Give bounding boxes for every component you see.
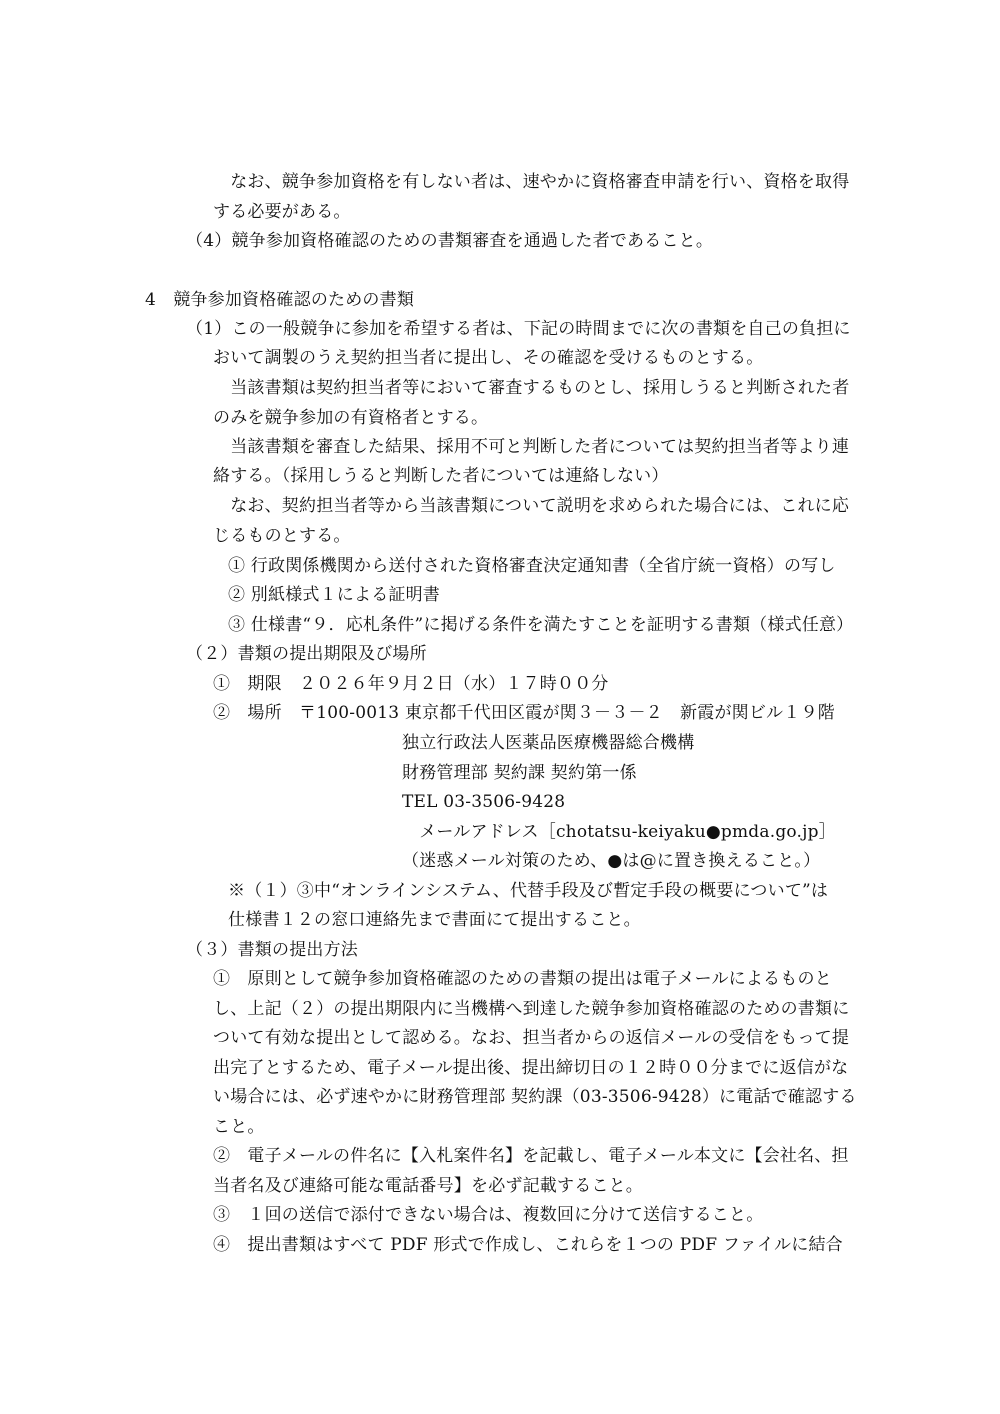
text-line: じるものとする。: [213, 526, 351, 546]
text-line: こと。: [213, 1117, 265, 1137]
text-line: なお、契約担当者等から当該書類について説明を求められた場合には、これに応: [213, 496, 850, 516]
text-line: ついて有効な提出として認める。なお、担当者からの返信メールの受信をもって提: [213, 1028, 850, 1048]
section-heading: 4 競争参加資格確認のための書類: [145, 290, 415, 310]
text-line: なお、競争参加資格を有しない者は、速やかに資格審査申請を行い、資格を取得: [213, 172, 850, 192]
subsection-heading: （３）書類の提出方法: [186, 940, 358, 960]
text-line: い場合には、必ず速やかに財務管理部 契約課（03-3506-9428）に電話で確認する: [213, 1087, 857, 1107]
address-line: （迷惑メール対策のため、●は@に置き換えること。）: [402, 851, 821, 871]
text-line: （4）競争参加資格確認のための書類審査を通過した者であること。: [186, 231, 714, 251]
address-line: 財務管理部 契約課 契約第一係: [402, 763, 637, 783]
note-line: 仕様書１２の窓口連絡先まで書面にて提出すること。: [228, 910, 641, 930]
text-line: 当該書類を審査した結果、採用不可と判断した者については契約担当者等より連: [213, 437, 850, 457]
text-line: 当者名及び連絡可能な電話番号】を必ず記載すること。: [213, 1176, 643, 1196]
text-line: のみを競争参加の有資格者とする。: [213, 408, 489, 428]
list-item: ② 電子メールの件名に【入札案件名】を記載し、電子メール本文に【会社名、担: [213, 1146, 849, 1166]
text-line: 絡する。（採用しうると判断した者については連絡しない）: [213, 466, 669, 486]
note-line: ※（１）③中“オンラインシステム、代替手段及び暫定手段の概要について”は: [228, 881, 829, 901]
text-line: 出完了とするため、電子メール提出後、提出締切日の１２時００分までに返信がな: [213, 1058, 849, 1078]
text-line: おいて調製のうえ契約担当者に提出し、その確認を受けるものとする。: [213, 348, 764, 368]
list-item: ① 原則として競争参加資格確認のための書類の提出は電子メールによるものと: [213, 969, 832, 989]
list-item: ③ 仕様書“９．応札条件”に掲げる条件を満たすことを証明する書類（様式任意）: [228, 615, 854, 635]
list-item: ① 行政関係機関から送付された資格審査決定通知書（全省庁統一資格）の写し: [228, 556, 836, 576]
text-line: 当該書類は契約担当者等において審査するものとし、採用しうると判断された者: [213, 378, 850, 398]
address-line: 独立行政法人医薬品医療機器総合機構: [402, 733, 695, 753]
text-line: する必要がある。: [213, 202, 351, 222]
list-item: ② 場所 〒100-0013 東京都千代田区霞が関３－３－２ 新霞が関ビル１９階: [213, 703, 835, 723]
text-line: （1）この一般競争に参加を希望する者は、下記の時間までに次の書類を自己の負担に: [186, 319, 851, 339]
list-item: ① 期限 ２０２６年９月２日（水）１７時００分: [213, 674, 609, 694]
address-line: メールアドレス［chotatsu-keiyaku●pmda.go.jp］: [402, 822, 836, 842]
list-item: ② 別紙様式１による証明書: [228, 585, 441, 605]
subsection-heading: （２）書類の提出期限及び場所: [186, 644, 427, 664]
address-line: TEL 03-3506-9428: [402, 792, 566, 812]
list-item: ③ １回の送信で添付できない場合は、複数回に分けて送信すること。: [213, 1205, 764, 1225]
list-item: ④ 提出書類はすべて PDF 形式で作成し、これらを１つの PDF ファイルに結合: [213, 1235, 843, 1255]
text-line: し、上記（２）の提出期限内に当機構へ到達した競争参加資格確認のための書類に: [213, 999, 850, 1019]
